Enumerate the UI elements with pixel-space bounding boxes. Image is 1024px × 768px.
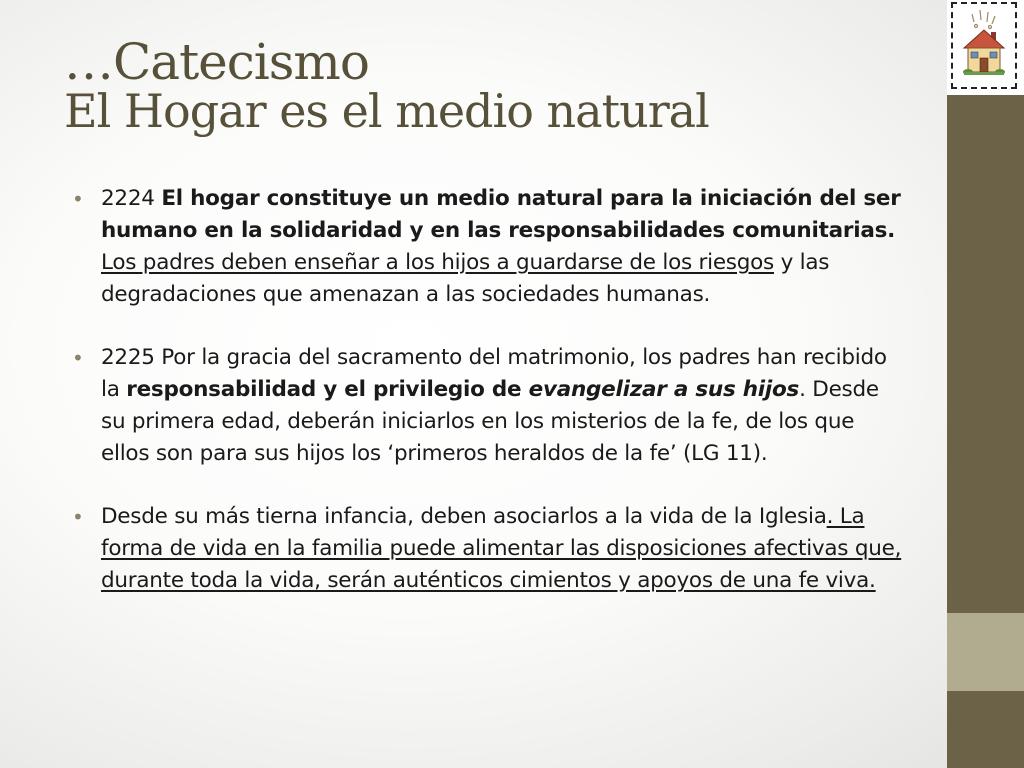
bullet-pre-text: Desde su más tierna infancia, deben asociarlos a la vida de la Iglesia	[101, 504, 827, 529]
bullet-underlined-text: . La forma de vida en la familia puede alimentar las disposiciones afectivas que, durante toda la vida, serán auténticos cimientos y apoyos de una fe viva.	[101, 504, 902, 593]
house-icon	[958, 8, 1010, 84]
bullet-infancia	[72, 501, 902, 597]
house-logo	[951, 2, 1017, 89]
bullet-underlined-text: Los padres deben enseñar a los hijos a guardarse de los riesgos	[101, 250, 775, 275]
title-line-2: El Hogar es el medio natural	[64, 84, 709, 138]
title-line-1: …Catecismo	[64, 33, 369, 91]
bullet-2225	[72, 342, 902, 470]
sidebar-decoration	[947, 0, 1024, 768]
bullet-post-text: . Desde su primera edad, deberán iniciarlos en los misterios de la fe, de los que ellos son para sus hijos los ‘primeros heraldos de la fe’ (LG 11).	[101, 377, 879, 466]
bullet-bold-italic-text: evangelizar a sus hijos	[528, 377, 800, 402]
bullet-num: 2224	[101, 186, 162, 211]
bullet-rest-text: y las degradaciones que amenazan a las sociedades humanas.	[101, 250, 830, 307]
bullet-pre-text: 2225 Por la gracia del sacramento del matrimonio, los padres han recibido la	[101, 345, 887, 402]
sidebar-light-band	[947, 613, 1024, 691]
sidebar-top-panel	[947, 0, 1024, 95]
slide-title	[64, 33, 709, 138]
bullet-bold-text: El hogar constituye un medio natural para la iniciación del ser humano en la solidaridad y en las responsabilidades comunitarias.	[101, 186, 901, 243]
sidebar-dark-band	[947, 95, 1024, 613]
bullet-bold-text: responsabilidad y el privilegio de	[126, 377, 529, 402]
bullet-2224	[72, 183, 902, 311]
sidebar-dark-band-bottom	[947, 691, 1024, 768]
slide-body	[72, 183, 902, 628]
